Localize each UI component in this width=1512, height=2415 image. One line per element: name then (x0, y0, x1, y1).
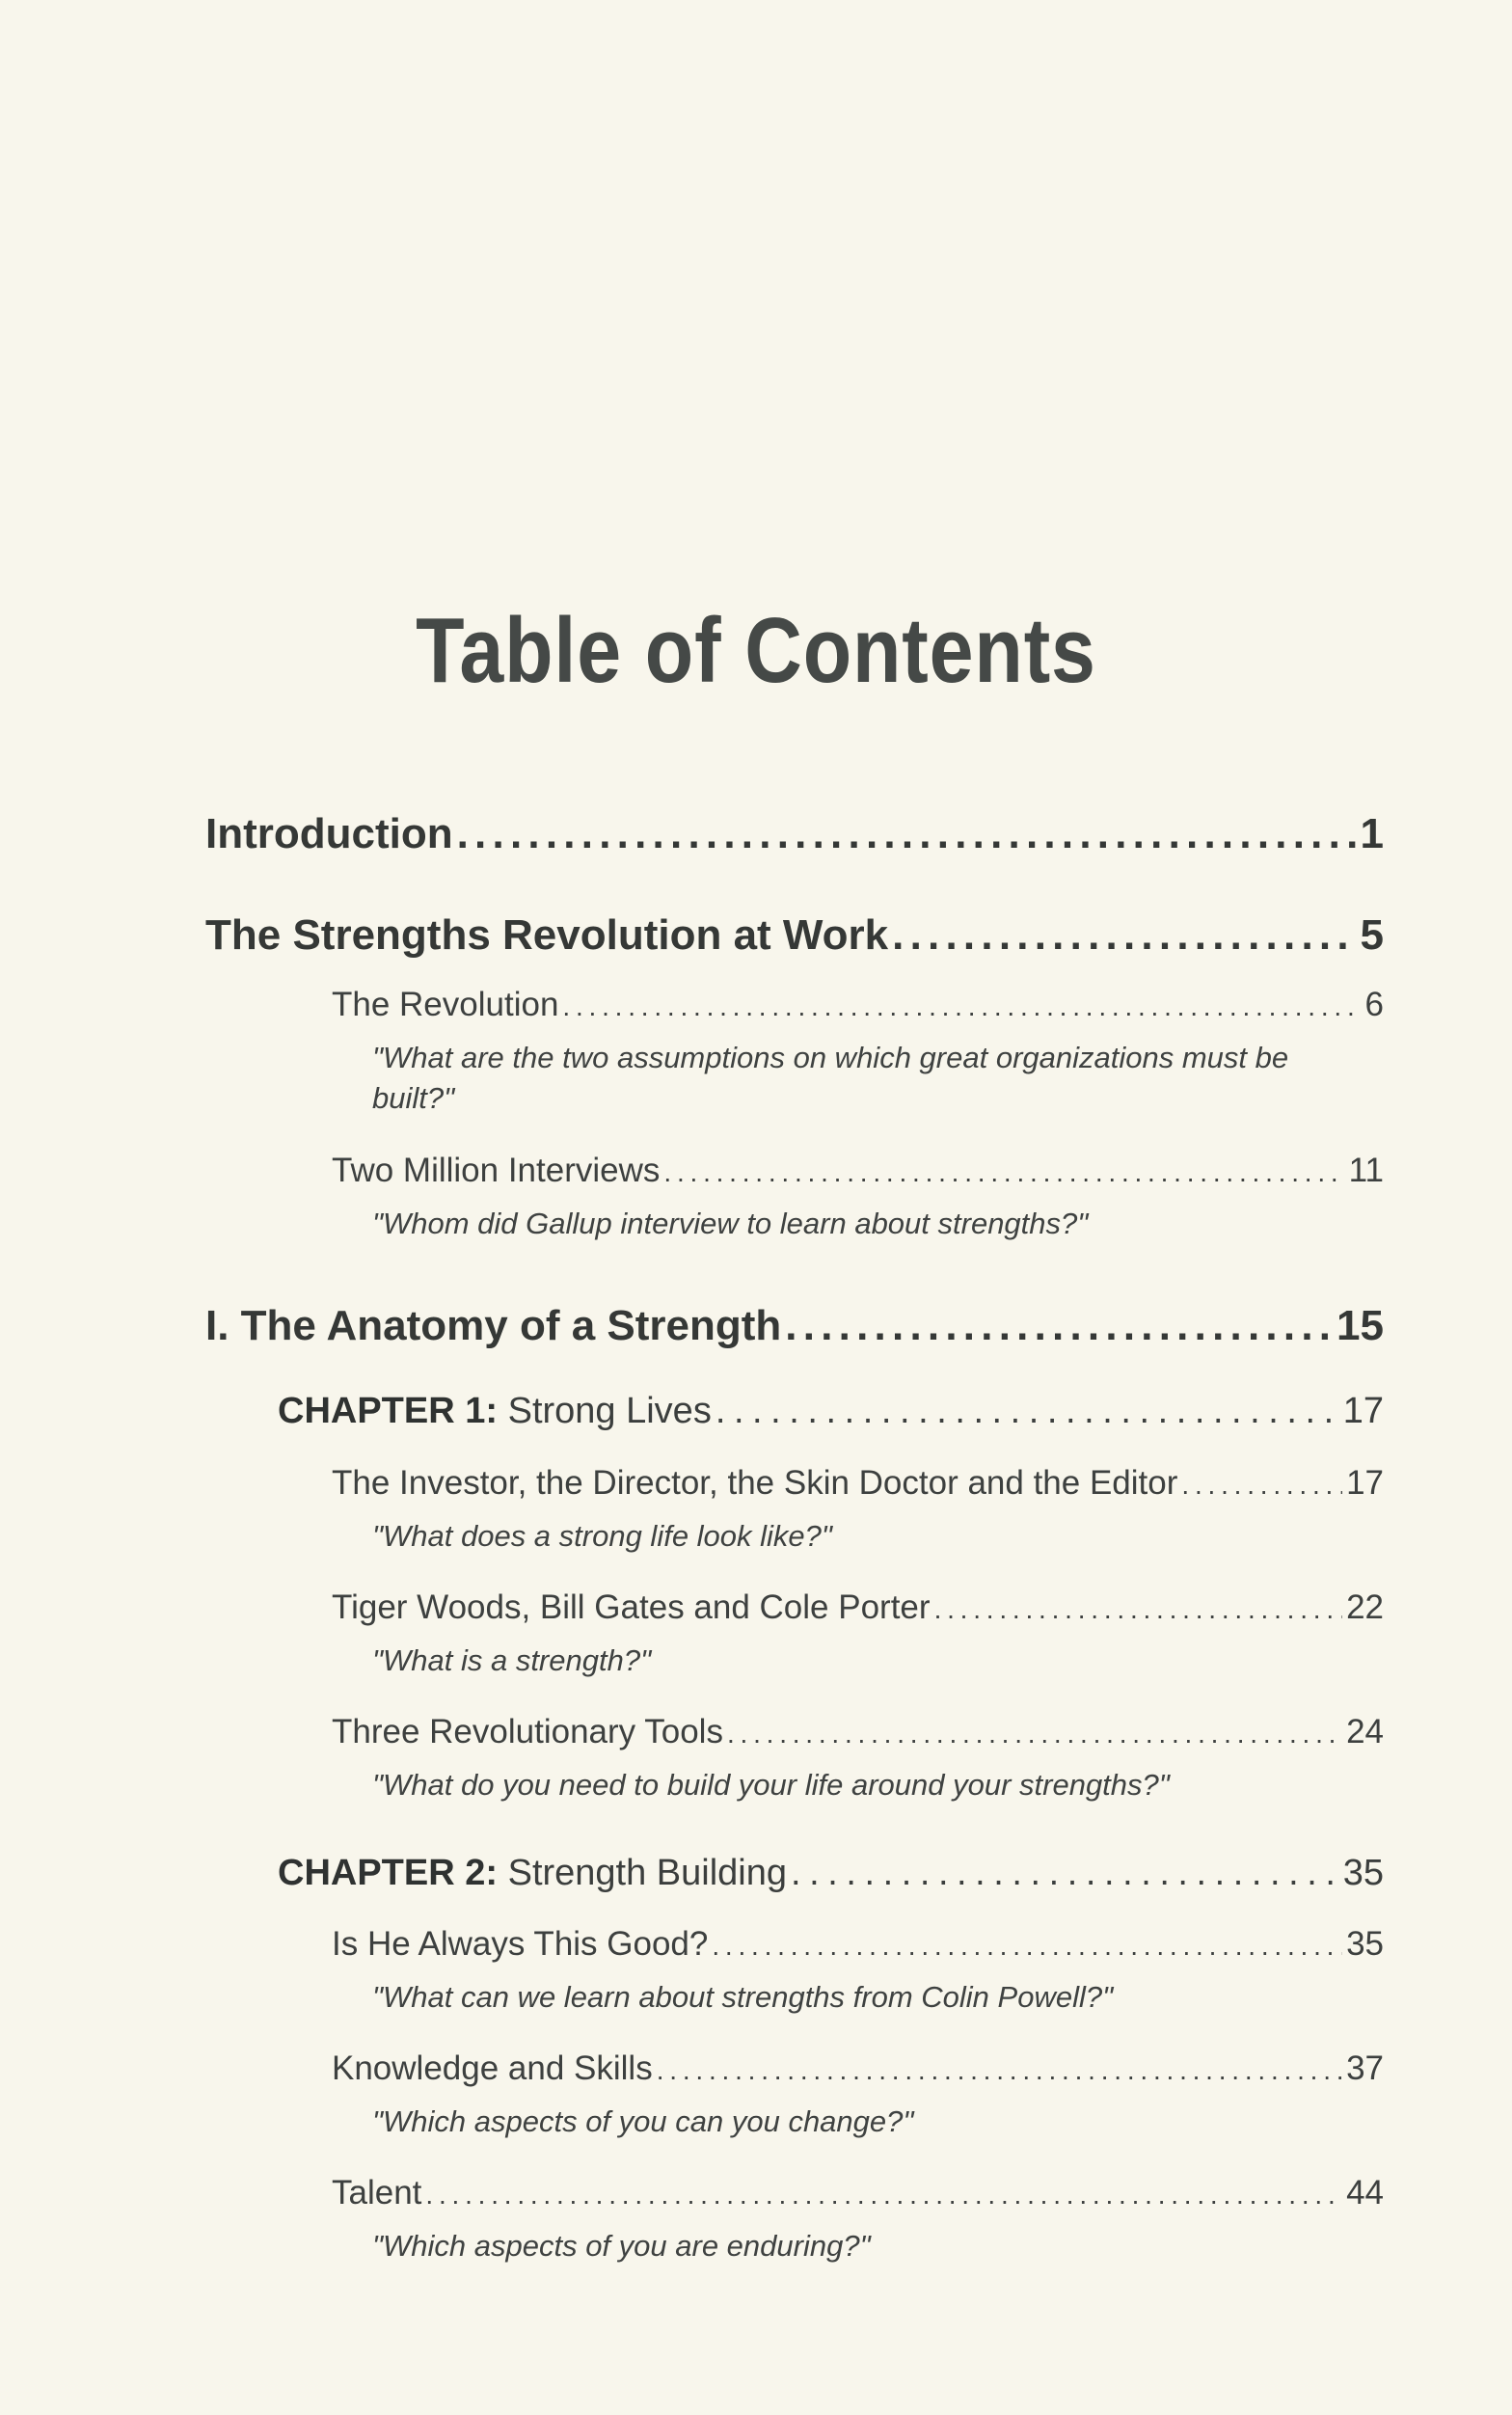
page-number: 11 (1348, 1152, 1384, 1189)
toc-entry-investor[interactable] (332, 1464, 1384, 1503)
page-number: 6 (1364, 986, 1384, 1023)
page-number: 37 (1346, 2049, 1384, 2087)
entry-question: "What does a strong life look like?" (372, 1519, 832, 1553)
page-number: 24 (1346, 1713, 1384, 1750)
dot-leader (934, 1594, 1343, 1625)
toc-entry-knowledge-skills[interactable] (332, 2049, 1384, 2088)
dot-leader (791, 1853, 1339, 1894)
entry-label: Tiger Woods, Bill Gates and Cole Porter (332, 1588, 931, 1626)
toc-entry-part-one[interactable] (205, 1302, 1384, 1350)
toc-entry-always-this-good[interactable] (332, 1925, 1384, 1964)
entry-label: The Revolution (332, 986, 559, 1023)
toc-entry-talent[interactable] (332, 2174, 1384, 2212)
page-number: 15 (1336, 1302, 1384, 1349)
entry-question: "What are the two assumptions on which great organizations must be built?" (372, 1041, 1289, 1115)
dot-leader (716, 1391, 1339, 1432)
toc-entry-the-revolution[interactable] (332, 986, 1384, 1024)
dot-leader (785, 1302, 1333, 1350)
entry-label: Introduction (205, 810, 453, 857)
entry-question: "What can we learn about strengths from Colin Powell?" (372, 1980, 1114, 2014)
chapter-title: Strength Building (507, 1853, 788, 1893)
page-number: 44 (1346, 2174, 1384, 2211)
chapter-title: Strong Lives (507, 1391, 712, 1431)
dot-leader (712, 1931, 1342, 1962)
entry-label: The Strengths Revolution at Work (205, 911, 889, 959)
entry-question: "Whom did Gallup interview to learn about strengths?" (372, 1207, 1089, 1240)
toc-entry-tiger-woods[interactable] (332, 1588, 1384, 1627)
chapter-prefix: CHAPTER 2: (278, 1853, 499, 1893)
toc-entry-introduction[interactable] (205, 810, 1384, 858)
page-number: 5 (1360, 911, 1384, 959)
dot-leader (562, 991, 1361, 1022)
toc-entry-chapter-1[interactable] (278, 1391, 1384, 1432)
page-number: 1 (1360, 810, 1384, 857)
entry-label (278, 1391, 712, 1432)
entry-label: Two Million Interviews (332, 1152, 661, 1189)
entry-label: Talent (332, 2174, 422, 2211)
page-number: 22 (1346, 1588, 1384, 1626)
dot-leader (457, 810, 1357, 858)
page-title: Table of Contents (416, 599, 1096, 702)
dot-leader (657, 2055, 1342, 2086)
toc-entry-three-tools[interactable] (332, 1713, 1384, 1751)
entry-label: Three Revolutionary Tools (332, 1713, 723, 1750)
dot-leader (425, 2180, 1342, 2211)
entry-label: Knowledge and Skills (332, 2049, 653, 2087)
dot-leader (1181, 1470, 1342, 1501)
entry-question: "What is a strength?" (372, 1643, 652, 1677)
entry-question: "What do you need to build your life around your strengths?" (372, 1768, 1170, 1802)
chapter-prefix: CHAPTER 1: (278, 1391, 499, 1431)
dot-leader (727, 1719, 1342, 1750)
dot-leader (663, 1157, 1344, 1188)
entry-question: "Which aspects of you can you change?" (372, 2104, 914, 2138)
entry-label: Is He Always This Good? (332, 1925, 709, 1963)
entry-label (278, 1853, 787, 1894)
page-number: 17 (1346, 1464, 1384, 1502)
entry-label: I. The Anatomy of a Strength (205, 1302, 782, 1349)
page-number: 35 (1346, 1925, 1384, 1963)
dot-leader (892, 911, 1356, 960)
entry-question: "Which aspects of you are enduring?" (372, 2229, 871, 2263)
toc-entry-two-million-interviews[interactable] (332, 1152, 1384, 1190)
page-number: 35 (1342, 1853, 1384, 1893)
toc-entry-strengths-revolution[interactable] (205, 911, 1384, 960)
page-number: 17 (1342, 1391, 1384, 1431)
entry-label: The Investor, the Director, the Skin Doctor and the Editor (332, 1464, 1178, 1502)
toc-entry-chapter-2[interactable] (278, 1853, 1384, 1894)
